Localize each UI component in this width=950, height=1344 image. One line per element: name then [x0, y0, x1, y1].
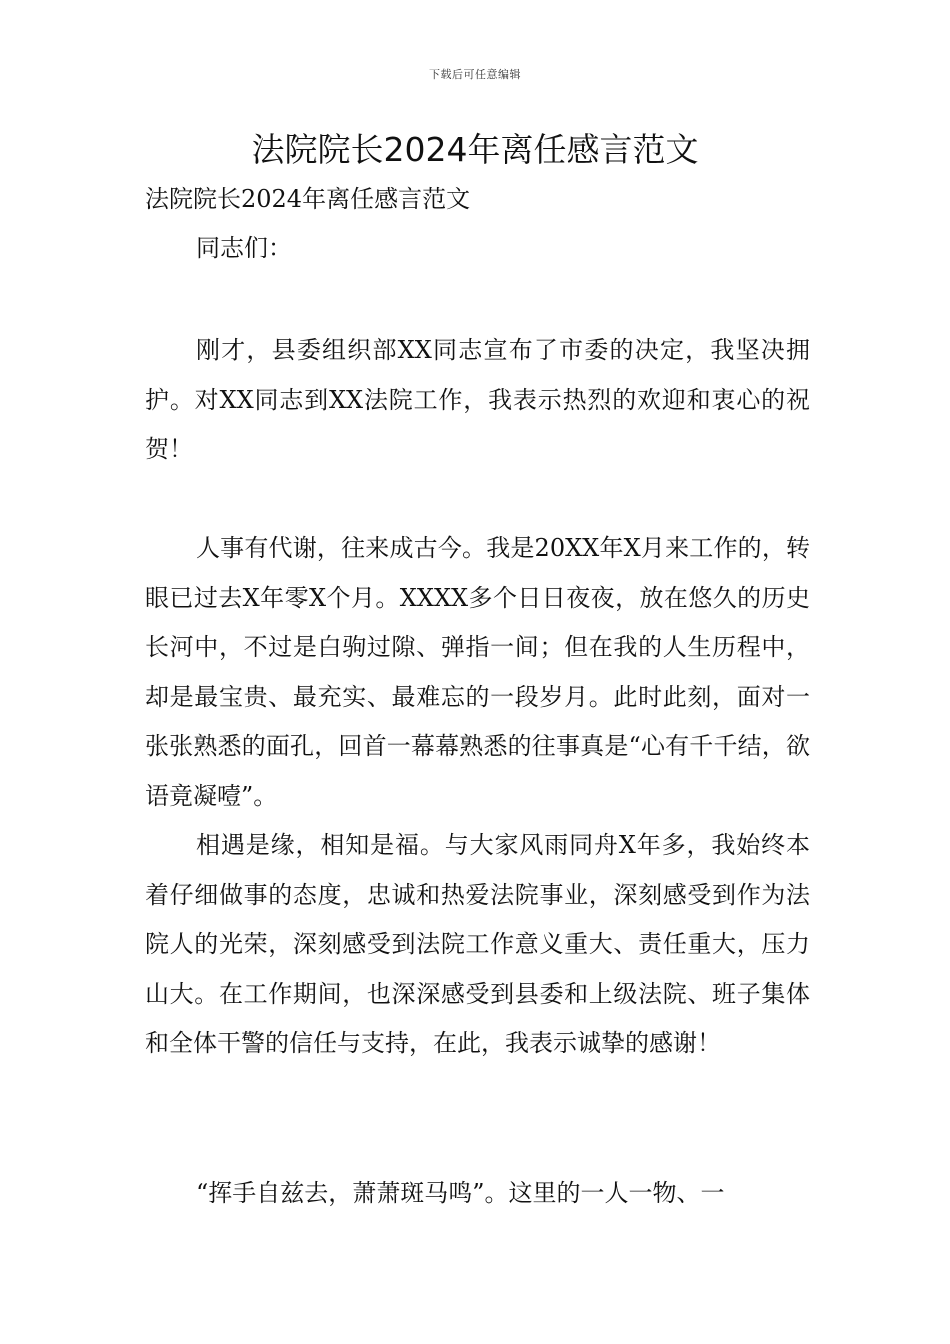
paragraph-1: 刚才，县委组织部XX同志宣布了市委的决定，我坚决拥护。对XX同志到XX法院工作，我表示热烈的欢迎和衷心的祝贺！: [145, 336, 810, 463]
paragraph-2: 人事有代谢，往来成古今。我是20XX年X月来工作的，转眼已过去X年零X个月。XXXX多个日日夜夜，放在悠久的历史长河中，不过是白驹过隙、弹指一间；但在我的人生历程中，却是最宝贵、最充实、最难忘的一段岁月。此时此刻，面对一张张熟悉的面孔，回首一幕幕熟悉的往事真是“心有千千结，欲语竟凝噎”。: [145, 534, 810, 810]
document-subtitle: 法院院长2024年离任感言范文: [145, 185, 471, 213]
paragraph-4: “挥手自兹去，萧萧斑马鸣”。这里的一人一物、一: [196, 1179, 725, 1207]
document-title: 法院院长2024年离任感言范文: [251, 130, 699, 169]
greeting: 同志们：: [196, 234, 292, 262]
download-note: 下载后可任意编辑: [429, 68, 521, 81]
paragraph-3: 相遇是缘，相知是福。与大家风雨同舟X年多，我始终本着仔细做事的态度，忠诚和热爱法院事业，深刻感受到作为法院人的光荣，深刻感受到法院工作意义重大、责任重大，压力山大。在工作期间，也深深感受到县委和上级法院、班子集体和全体干警的信任与支持，在此，我表示诚挚的感谢！: [145, 831, 810, 1057]
